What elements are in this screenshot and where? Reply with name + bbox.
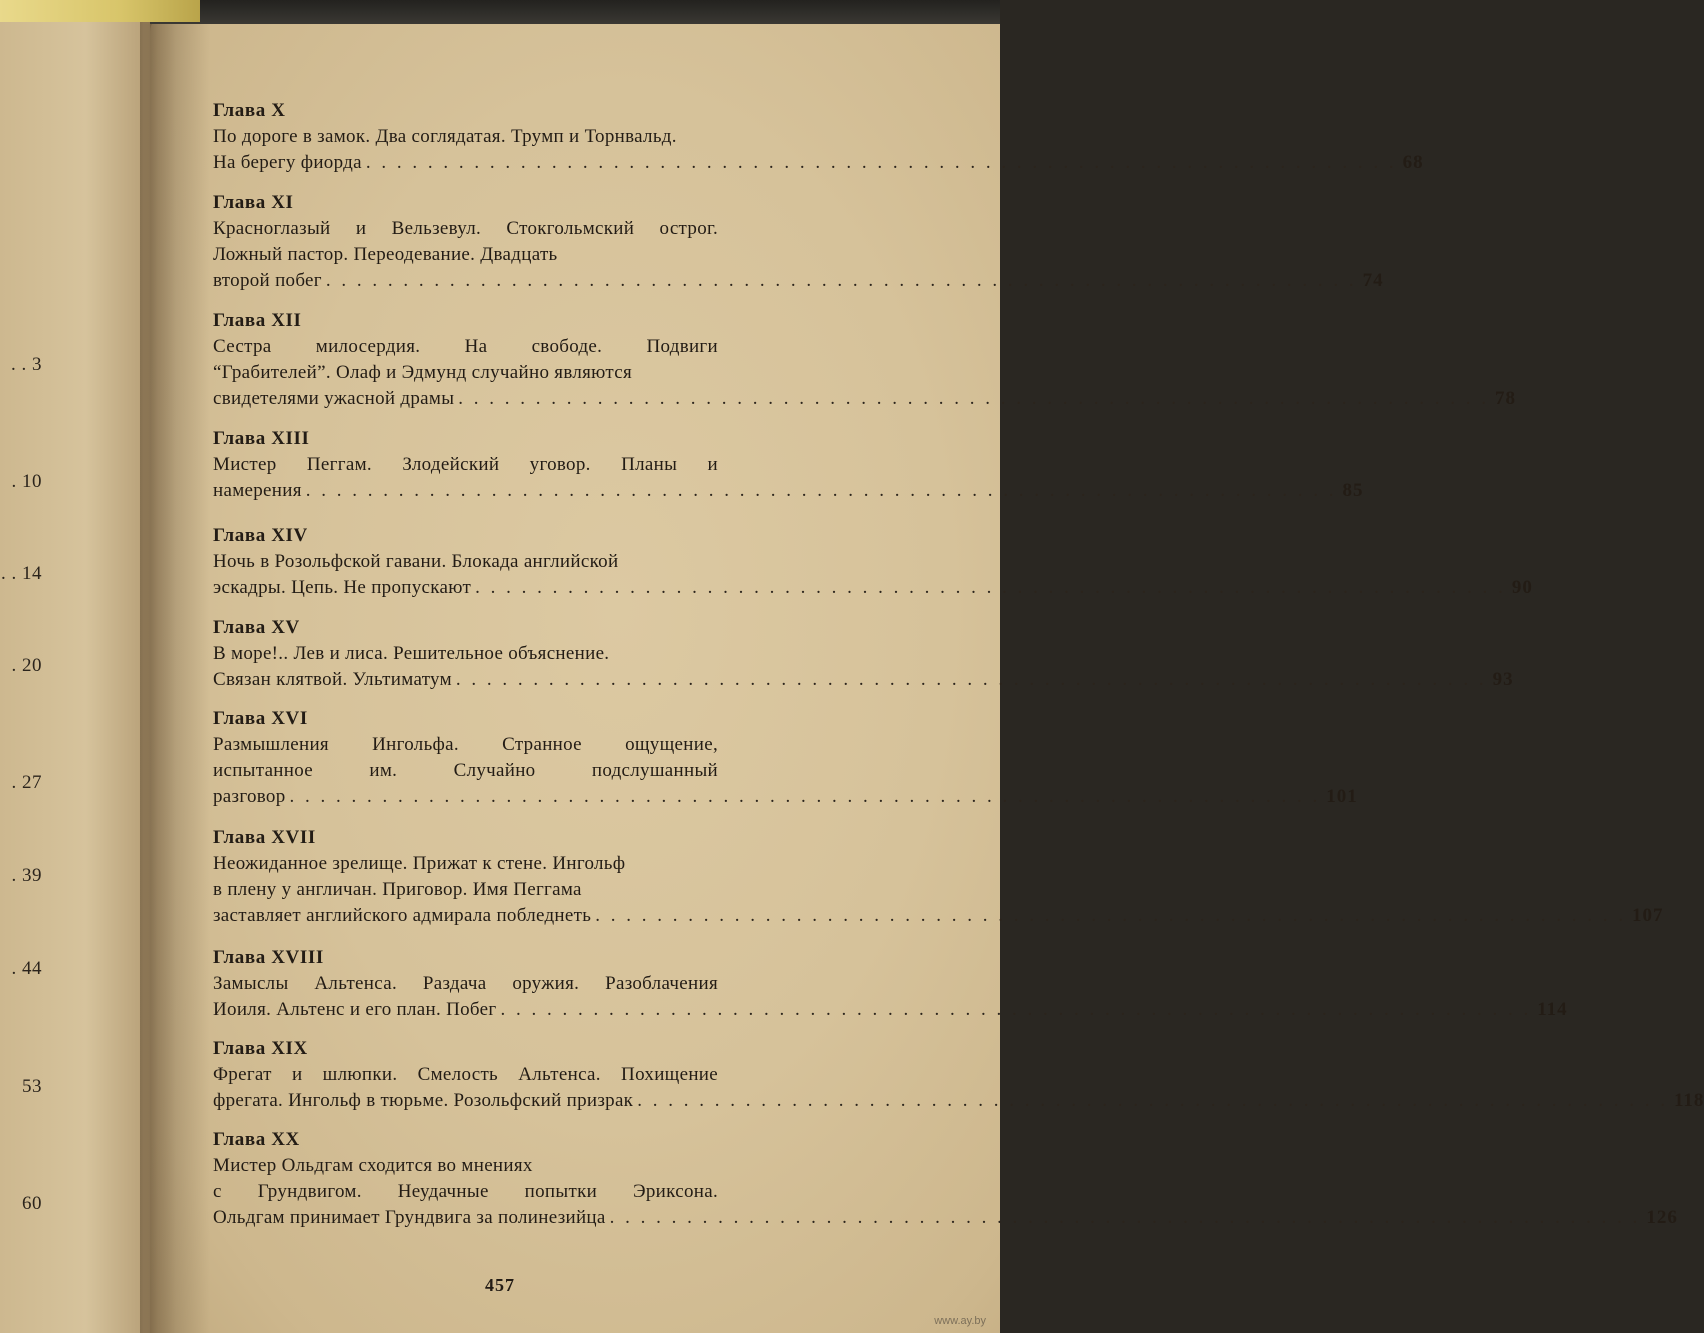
dot-leader: . . . . . . . . . . . . . . . . . . . . . . . . . . . . . . . . . . . . . . . . . . . . . . . . . . . . . . . . . . . . . . . . . . . [500, 999, 1532, 1020]
chapter-heading: Глава XVI [213, 708, 308, 729]
dot-leader: . . . . . . . . . . . . . . . . . . . . . . . . . . . . . . . . . . . . . . . . . . . . . . . . . . . . . . . . . . . . . . . . . . . [458, 388, 1490, 409]
dot-leader: . . . . . . . . . . . . . . . . . . . . . . . . . . . . . . . . . . . . . . . . . . . . . . . . . . . . . . . . . . . . . . . . . . . [595, 905, 1626, 926]
chapter-heading: Глава XIV [213, 525, 308, 546]
toc-entry [213, 98, 1424, 190]
toc-entry [213, 426, 1364, 523]
chapter-heading: Глава XVIII [213, 947, 324, 968]
chapter-summary-line: Замыслы Альтенса. Раздача оружия. Разоблачения [213, 973, 718, 994]
toc-leader-line [213, 575, 1533, 601]
page-number: 457 [485, 1275, 515, 1295]
toc-leader-line [213, 1088, 1704, 1114]
left-page-number: . 20 [11, 655, 42, 676]
chapter-summary-line: Фрегат и шлюпки. Смелость Альтенса. Похищение [213, 1064, 718, 1085]
toc-leader-line [213, 1205, 1678, 1231]
chapter-summary-last: На берегу фиорда [213, 152, 362, 173]
toc-entry [213, 308, 1517, 426]
chapter-summary-last: разговор [213, 786, 286, 807]
toc-entry [213, 825, 1664, 945]
chapter-summary-line: Мистер Пеггам. Злодейский уговор. Планы и [213, 454, 718, 475]
toc-page-number: 101 [1326, 786, 1358, 807]
chapter-heading: Глава XVII [213, 827, 316, 848]
chapter-summary-last: Связан клятвой. Ультиматум [213, 669, 452, 690]
table-of-contents [213, 98, 1704, 1245]
left-page-number: . 39 [11, 865, 42, 886]
dot-leader: . . . . . . . . . . . . . . . . . . . . . . . . . . . . . . . . . . . . . . . . . . . . . . . . . . . . . . . . . . . . . . . . . . . [455, 669, 1487, 690]
chapter-summary-last: эскадры. Цепь. Не пропускают [213, 577, 472, 598]
left-page-number: 60 [22, 1193, 42, 1214]
toc-page-number: 107 [1631, 905, 1664, 926]
chapter-summary-line: в плену у англичан. Приговор. Имя Пеггама [213, 879, 582, 900]
toc-page-number: 93 [1492, 669, 1514, 690]
dot-leader: . . . . . . . . . . . . . . . . . . . . . . . . . . . . . . . . . . . . . . . . . . . . . . . . . . . . . . . . . . . . . . . . . . . [325, 270, 1357, 291]
book-gutter [140, 10, 176, 1333]
dot-leader: . . . . . . . . . . . . . . . . . . . . . . . . . . . . . . . . . . . . . . . . . . . . . . . . . . . . . . . . . . . . . . . . . . . [305, 480, 1337, 501]
chapter-summary-last: второй побег [213, 270, 322, 291]
dot-leader: . . . . . . . . . . . . . . . . . . . . . . . . . . . . . . . . . . . . . . . . . . . . . . . . . . . . . . . . . . . . . . . . . . . [637, 1090, 1668, 1111]
chapter-summary-line: Красноглазый и Вельзевул. Стокгольмский острог. [213, 218, 718, 239]
toc-leader-line [213, 478, 1364, 504]
chapter-heading: Глава XX [213, 1129, 300, 1150]
chapter-summary-line: Неожиданное зрелище. Прижат к стене. Ингольф [213, 853, 626, 874]
toc-leader-line [213, 268, 1384, 294]
chapter-heading: Глава X [213, 100, 286, 121]
toc-page-number: 78 [1495, 388, 1517, 409]
toc-entry [213, 1127, 1678, 1245]
toc-page-number: 74 [1362, 270, 1384, 291]
chapter-heading: Глава XIX [213, 1038, 308, 1059]
toc-leader-line [213, 150, 1424, 176]
toc-entry [213, 523, 1533, 615]
toc-entry [213, 706, 1358, 825]
toc-page-number: 126 [1646, 1207, 1678, 1228]
toc-page-number: 90 [1511, 577, 1533, 598]
toc-leader-line [213, 903, 1664, 929]
chapter-heading: Глава XV [213, 617, 300, 638]
chapter-summary-last: свидетелями ужасной драмы [213, 388, 455, 409]
toc-page-number: 118 [1673, 1090, 1704, 1111]
chapter-summary-last: Ольдгам принимает Грундвига за полинезийца [213, 1207, 606, 1228]
toc-page-number: 68 [1402, 152, 1424, 173]
chapter-summary-line: с Грундвигом. Неудачные попытки Эриксона. [213, 1181, 718, 1202]
chapter-summary-line: Мистер Ольдгам сходится во мнениях [213, 1155, 533, 1176]
dot-leader: . . . . . . . . . . . . . . . . . . . . . . . . . . . . . . . . . . . . . . . . . . . . . . . . . . . . . . . . . . . . . . . . . . . [475, 577, 1506, 598]
toc-entry [213, 615, 1514, 706]
background-strip [150, 0, 1000, 24]
left-page-number: 53 [22, 1076, 42, 1097]
chapter-summary-line: По дороге в замок. Два соглядатая. Трумп и Торнвальд. [213, 126, 677, 147]
left-page-number: . . 3 [11, 354, 42, 375]
cover-edge [0, 0, 200, 22]
toc-page-number: 85 [1342, 480, 1364, 501]
chapter-summary-line: испытанное им. Случайно подслушанный [213, 760, 718, 781]
chapter-summary-last: Иоиля. Альтенс и его план. Побег [213, 999, 497, 1020]
toc-leader-line [213, 667, 1514, 693]
left-page-number: . . 14 [1, 563, 42, 584]
left-page-number: . 44 [11, 958, 42, 979]
watermark: www.ay.by [934, 1315, 986, 1327]
chapter-summary-line: В море!.. Лев и лиса. Решительное объяснение. [213, 643, 610, 664]
toc-leader-line [213, 997, 1568, 1023]
chapter-summary-line: Сестра милосердия. На свободе. Подвиги [213, 336, 718, 357]
chapter-summary-last: намерения [213, 480, 302, 501]
chapter-summary-last: фрегата. Ингольф в тюрьме. Розольфский призрак [213, 1090, 634, 1111]
chapter-summary-line: Ложный пастор. Переодевание. Двадцать [213, 244, 558, 265]
chapter-summary-line: Ночь в Розольфской гавани. Блокада английской [213, 551, 619, 572]
chapter-summary-line: “Грабителей”. Олаф и Эдмунд случайно являются [213, 362, 633, 383]
toc-leader-line [213, 386, 1517, 412]
left-page-number: . 27 [11, 772, 42, 793]
dot-leader: . . . . . . . . . . . . . . . . . . . . . . . . . . . . . . . . . . . . . . . . . . . . . . . . . . . . . . . . . . . . . . . . . . . [609, 1207, 1641, 1228]
chapter-heading: Глава XII [213, 310, 302, 331]
toc-leader-line [213, 784, 1358, 810]
chapter-heading: Глава XIII [213, 428, 310, 449]
toc-page-number: 114 [1537, 999, 1568, 1020]
chapter-summary-last: заставляет английского адмирала побледнеть [213, 905, 592, 926]
dot-leader: . . . . . . . . . . . . . . . . . . . . . . . . . . . . . . . . . . . . . . . . . . . . . . . . . . . . . . . . . . . . . . . . . . . [289, 786, 1321, 807]
chapter-heading: Глава XI [213, 192, 294, 213]
dot-leader: . . . . . . . . . . . . . . . . . . . . . . . . . . . . . . . . . . . . . . . . . . . . . . . . . . . . . . . . . . . . . . . . . . . [365, 152, 1397, 173]
toc-entry [213, 190, 1384, 308]
left-page-number: . 10 [11, 471, 42, 492]
toc-entry [213, 945, 1568, 1036]
chapter-summary-line: Размышления Ингольфа. Странное ощущение, [213, 734, 718, 755]
toc-entry [213, 1036, 1704, 1127]
